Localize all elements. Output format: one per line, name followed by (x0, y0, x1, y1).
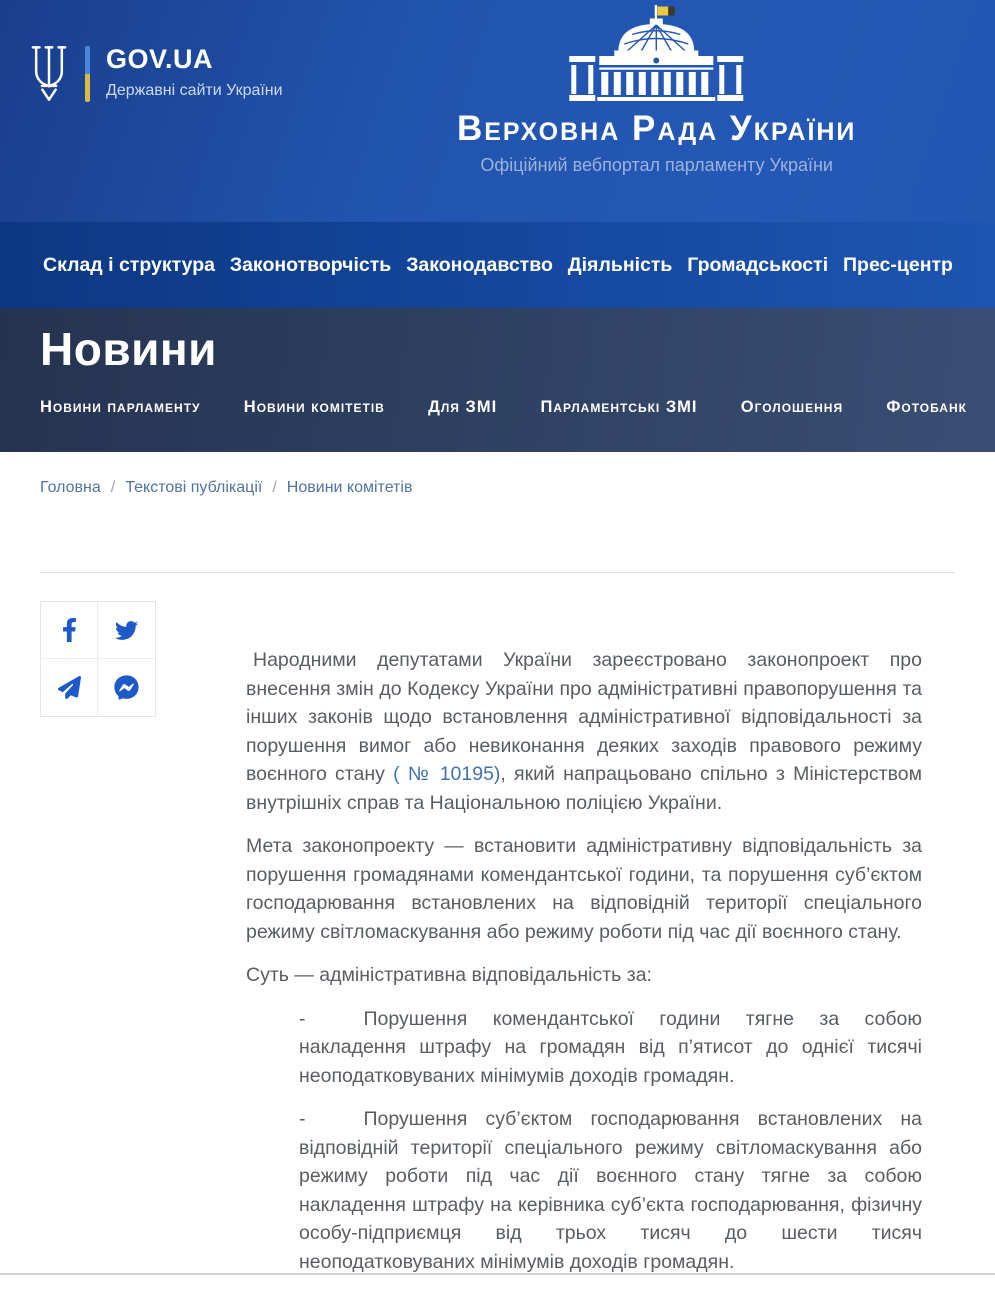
gov-header (0, 0, 995, 222)
trident-icon (30, 44, 68, 104)
site-title: Верховна Рада України (456, 109, 857, 148)
messenger-icon (114, 675, 139, 700)
paragraph-text: , який напрацьовано спільно з Міністерством внутрішніх справ та Національною поліцією України. (246, 763, 923, 814)
news-nav-photobank[interactable]: Фотобанк (886, 398, 967, 416)
nav-item-diyalnist[interactable]: Діяльність (567, 253, 673, 276)
share-grid (40, 601, 156, 717)
gov-ua-title: GOV.UA (106, 44, 214, 74)
share-facebook-button[interactable] (41, 602, 98, 659)
twitter-icon (115, 619, 138, 642)
gov-ua-logo[interactable] (30, 44, 283, 104)
page-bottom-divider (0, 1273, 995, 1275)
paragraph-text: Народними депутатами України зареєстровано законопроект про внесення змін до Кодексу України про адміністративні правопорушення та інших законів щодо встановлення адміністративної відповідальності за порушення вимог або невиконання деяких заходів правового режиму воєнного стану (246, 649, 922, 785)
news-section-header (0, 308, 995, 452)
share-messenger-button[interactable] (98, 659, 155, 716)
news-sub-navigation (40, 398, 967, 417)
nav-item-zakonotvorchist[interactable]: Законотворчість (229, 253, 392, 276)
breadcrumb-text-publications[interactable]: Текстові публікації (125, 479, 263, 496)
news-nav-announcements[interactable]: Оголошення (740, 398, 844, 416)
nav-item-pres-tsentr[interactable]: Прес-центр (843, 253, 953, 276)
gov-ua-subtitle: Державні сайти України (106, 82, 283, 99)
article-bullet-1 (299, 1005, 922, 1091)
share-panel (40, 601, 156, 1291)
news-nav-committee-news[interactable]: Новини комітетів (243, 398, 385, 416)
share-twitter-button[interactable] (98, 602, 155, 659)
breadcrumb (0, 452, 995, 497)
nav-item-hromadskosti[interactable]: Громадськості (687, 253, 829, 276)
nav-item-zakonodavstvo[interactable]: Законодавство (406, 253, 553, 276)
flag-divider-bar (85, 46, 90, 102)
telegram-icon (58, 676, 81, 699)
article-paragraph-1 (246, 646, 922, 817)
news-nav-parliament-news[interactable]: Новини парламенту (40, 398, 201, 416)
article-bullet-2 (299, 1105, 922, 1276)
site-subtitle: Офіційний вебпортал парламенту України (480, 155, 833, 175)
content-divider (40, 572, 955, 573)
article-content (0, 601, 995, 1291)
bill-number-link[interactable]: ( № 10195) (393, 763, 501, 785)
article-paragraph-3: Суть — адміністративна відповідальність за: (246, 964, 652, 986)
main-navigation (0, 222, 995, 308)
gov-ua-text (106, 44, 283, 100)
article-paragraph-2: Мета законопроекту — встановити адміністративну відповідальність за порушення громадянами комендантської години, та порушення суб’єктом господарювання встановлених на відповідній території спеціального режиму світломаскування або режиму роботи під час дії воєнного стану. (246, 835, 922, 943)
news-nav-parliament-media[interactable]: Парламентські ЗМІ (540, 398, 698, 416)
bullet-marker: - (299, 1007, 306, 1030)
parliament-building-icon (562, 4, 752, 101)
parliament-emblem[interactable] (457, 4, 856, 176)
breadcrumb-separator: / (110, 479, 116, 496)
news-page-title: Новини (40, 323, 217, 375)
breadcrumb-separator: / (272, 479, 277, 496)
news-nav-for-media[interactable]: Для ЗМІ (428, 398, 498, 416)
article-body (246, 601, 922, 1291)
bullet-marker: - (299, 1108, 306, 1130)
breadcrumb-home[interactable]: Головна (40, 479, 101, 496)
nav-item-sklad-i-struktura[interactable]: Склад і структура (43, 253, 215, 276)
bullet-text: Порушення комендантської години тягне за собою накладення штрафу на громадян від п’ятисот до однієї тисячі неоподатковуваних мінімумів доходів громадян. (299, 1007, 922, 1087)
bullet-text: Порушення суб’єктом господарювання встановлених на відповідній території спеціального режиму світломаскування або режиму роботи під час дії воєнного стану тягне за собою накладення штрафу на керівника суб’єкта господарювання, фізичну особу-підприємця від трьох тисяч до шести тисяч неоподатковуваних мінімумів доходів громадян. (299, 1108, 922, 1273)
share-telegram-button[interactable] (41, 659, 98, 716)
breadcrumb-current-committee-news: Новини комітетів (286, 479, 413, 496)
facebook-icon (62, 618, 77, 642)
